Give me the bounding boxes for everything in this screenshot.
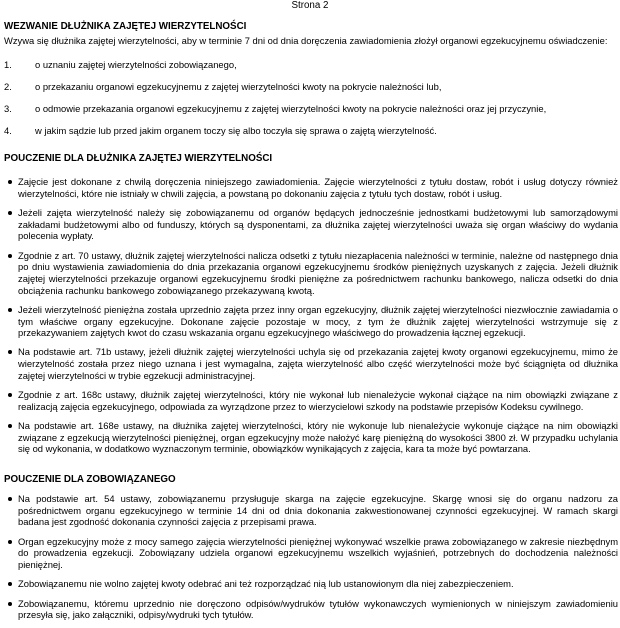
obligor-instructions-list bbox=[4, 493, 618, 621]
page-number: Strona 2 bbox=[291, 0, 329, 11]
list-item bbox=[4, 304, 618, 339]
bullet-icon bbox=[8, 350, 12, 354]
item-number: 1. bbox=[4, 58, 12, 70]
list-item bbox=[4, 578, 618, 590]
item-text: Zobowiązanemu nie wolno zajętej kwoty odebrać ani też rozporządzać nią lub ustanowionym dla niej zabezpieczeniem. bbox=[18, 578, 514, 590]
summons-title: WEZWANIE DŁUŻNIKA ZAJĘTEJ WIERZYTELNOŚCI bbox=[4, 21, 247, 32]
bullet-icon bbox=[8, 497, 12, 501]
list-item bbox=[4, 598, 618, 621]
obligor-instructions-title: POUCZENIE DLA ZOBOWIĄZANEGO bbox=[4, 474, 176, 486]
list-item bbox=[4, 389, 618, 412]
list-item bbox=[4, 207, 618, 242]
item-text: o przekazaniu organowi egzekucyjnemu z zajętej wierzytelności kwoty na pokrycie należności lub, bbox=[35, 80, 442, 92]
bullet-icon bbox=[8, 211, 12, 215]
bullet-icon bbox=[8, 393, 12, 397]
item-text: Zgodnie z art. 168c ustawy, dłużnik zajętej wierzytelności, który nie wykonał lub nienależycie wykonał ciążące na nim obowiązki związane z realizacją zajęcia egzekucyjnego, odpowiada za wyrządzone przez to wierzycielowi szkody na podstawie przepisów Kodeksu cywilnego. bbox=[18, 389, 618, 412]
bullet-icon bbox=[8, 602, 12, 606]
item-text: Organ egzekucyjny może z mocy samego zajęcia wierzytelności pieniężnej wykonywać wszelkie prawa zobowiązanego w zakresie niezbędnym do prowadzenia egzekucji. Zobowiązany udziela organowi egzekucyjnemu wszelkich wyjaśnień, potrzebnych do dochodzenia należności pieniężnej. bbox=[18, 535, 618, 571]
item-text: Na podstawie art. 54 ustawy, zobowiązanemu przysługuje skarga na zajęcie egzekucyjne. Skargę wnosi się do organu nadzoru za pośrednictwem organu egzekucyjnego w terminie 14 dni od dnia dokonania zakwestionowanej czynności egzekucyjnej. W ramach skargi badana jest zgodność dokonania czynności zajęcia z przepisami prawa. bbox=[18, 493, 618, 528]
list-item bbox=[4, 346, 618, 381]
list-item bbox=[4, 103, 618, 115]
list-item bbox=[4, 420, 618, 455]
list-item bbox=[4, 125, 618, 137]
list-item bbox=[4, 250, 618, 297]
summons-list bbox=[4, 59, 618, 137]
item-text: o odmowie przekazania organowi egzekucyjnemu z zajętej wierzytelności kwoty na pokrycie należności oraz jej przyczynie, bbox=[35, 103, 547, 115]
list-item bbox=[4, 493, 618, 528]
bullet-icon bbox=[8, 582, 12, 586]
document-body bbox=[4, 21, 618, 628]
item-text: Na podstawie art. 71b ustawy, jeżeli dłużnik zajętej wierzytelności uchyla się od przekazania zajętej kwoty organowi egzekucyjnemu, mimo że wierzytelność została przez niego uznana i jest wymagalna, zajęta wierzytelność albo część wierzytelności może być ściągnięta od dłużnika zajętej wierzytelności w trybie egzekucji administracyjnej. bbox=[18, 346, 618, 381]
item-number: 4. bbox=[4, 125, 12, 137]
list-item bbox=[4, 176, 618, 199]
obligor-instructions-section bbox=[4, 474, 618, 621]
summons-section bbox=[4, 21, 618, 137]
list-item bbox=[4, 59, 618, 71]
item-text: w jakim sądzie lub przed jakim organem toczy się albo toczyła się sprawa o zajętą wierzytelność. bbox=[35, 125, 437, 137]
item-text: Zajęcie jest dokonane z chwilą doręczenia niniejszego zawiadomienia. Zajęcie wierzytelności z tytułu dostaw, robót i usług dotyczy również wierzytelności, które nie istniały w chwili zajęcia, a powstaną po dokonaniu zajęcia z tytułu tych dostaw, robót i usług. bbox=[18, 176, 618, 199]
item-text: Zgodnie z art. 70 ustawy, dłużnik zajętej wierzytelności nalicza odsetki z tytułu niezapłacenia należności w terminie, należne od następnego dnia po dniu wystawienia zawiadomienia do dnia przekazania organowi egzekucyjnemu środków pieniężnych uzyskanych z zajęcia. Jeżeli dłużnik zajętej wierzytelności przekazuje organowi egzekucyjnemu środki pieniężne za pośrednictwem rachunku bankowego, nalicza odsetki do dnia obciążenia rachunku bankowego zobowiązanego przekazywaną kwotą. bbox=[18, 249, 618, 296]
bullet-icon bbox=[8, 254, 12, 258]
item-text: Zobowiązanemu, któremu uprzednio nie doręczono odpisów/wydruków tytułów wykonawczych wymienionych w niniejszym zawiadomieniu przesyła się, jako załączniki, odpisy/wydruki tych tytułów. bbox=[18, 597, 618, 621]
debtor-instructions-section bbox=[4, 153, 618, 455]
bullet-icon bbox=[8, 308, 12, 312]
item-text: Jeżeli wierzytelność pieniężna została uprzednio zajęta przez inny organ egzekucyjny, dłużnik zajętej wierzytelności niezwłocznie zawiadamia o tym właściwe organy egzekucyjne. Dokonane zajęcie pozostaje w mocy, z tym że dłużnik zajętej wierzytelności wstrzymuje się z przekazywaniem zajętych kwot do czasu wskazania organu egzekucyjnego właściwego do prowadzenia łącznej egzekucji. bbox=[18, 303, 618, 339]
bullet-icon bbox=[8, 540, 12, 544]
item-text: o uznaniu zajętej wierzytelności zobowiązanego, bbox=[35, 58, 237, 70]
item-number: 2. bbox=[4, 80, 12, 92]
bullet-icon bbox=[8, 424, 12, 428]
item-number: 3. bbox=[4, 103, 12, 115]
list-item bbox=[4, 536, 618, 571]
debtor-instructions-title: POUCZENIE DLA DŁUŻNIKA ZAJĘTEJ WIERZYTELNOŚCI bbox=[4, 153, 273, 165]
summons-intro: Wzywa się dłużnika zajętej wierzytelności, aby w terminie 7 dni od dnia doręczenia zawiadomienia złożył organowi egzekucyjnemu oświadczenie: bbox=[4, 35, 608, 46]
debtor-instructions-list bbox=[4, 176, 618, 455]
list-item bbox=[4, 81, 618, 93]
bullet-icon bbox=[8, 180, 12, 184]
item-text: Jeżeli zajęta wierzytelność należy się zobowiązanemu od organów będących jednocześnie jednostkami budżetowymi lub samorządowymi zakładami budżetowymi albo od funduszy, których są dysponentami, za dłużnika zajętej wierzytelności uważa się organ właściwy do wydania polecenia wypłaty. bbox=[18, 206, 618, 242]
item-text: Na podstawie art. 168e ustawy, na dłużnika zajętej wierzytelności, który nie wykonuje lub nienależycie wykonuje ciążące na nim obowiązki związane z egzekucją wierzytelności pieniężnej, organ egzekucyjny może nałożyć karę pieniężną do wysokości 3800 zł. W przypadku uchylania się od wykonania, w dodatkowo wyznaczonym terminie, obowiązków wynikających z zajęcia, kara ta może być powtarzana. bbox=[18, 419, 618, 455]
